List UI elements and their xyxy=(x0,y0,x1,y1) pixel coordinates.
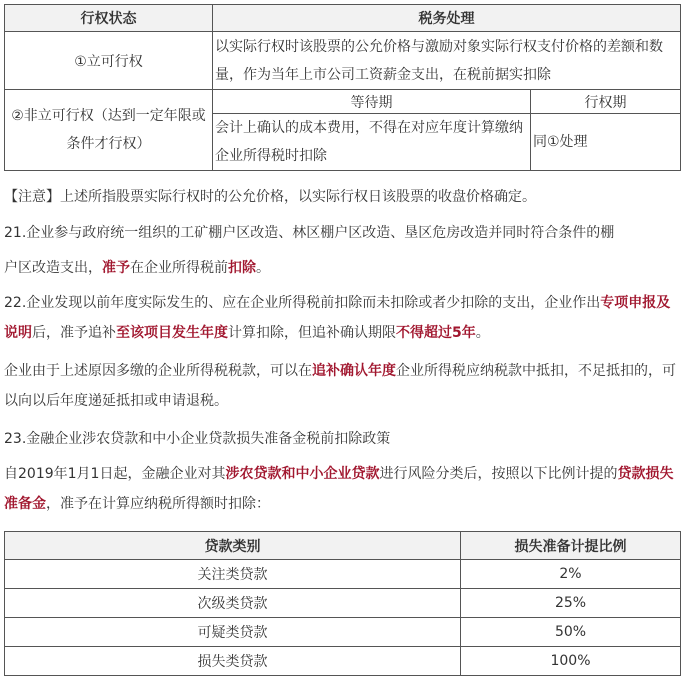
header-exercise-state: 行权状态 xyxy=(5,5,213,32)
loan-category: 关注类贷款 xyxy=(5,560,461,589)
item-21-line-1: 21.企业参与政府统一组织的工矿棚户区改造、林区棚户区改造、垦区危房改造并同时符合条件的棚 xyxy=(4,225,615,241)
highlight-year-incurred: 至该项目发生年度 xyxy=(116,325,228,341)
highlight-supplementary-year: 追补确认年度 xyxy=(312,363,396,379)
loan-category: 次级类贷款 xyxy=(5,589,461,618)
item-22-overpaid-paragraph: 企业由于上述原因多缴的企业所得税税款，可以在追补确认年度企业所得税应纳税款中抵扣，不足抵扣的，可以向以后年度递延抵扣或申请退税。 xyxy=(4,363,676,409)
exercise-period-header: 行权期 xyxy=(531,90,681,114)
waiting-period-treatment: 会计上确认的成本费用，不得在对应年度计算缴纳企业所得税时扣除 xyxy=(213,114,531,171)
table-row xyxy=(5,589,681,618)
exercise-period-treatment: 同①处理 xyxy=(531,114,681,171)
immediate-exercise-treatment: 以实际行权时该股票的公允价格与激励对象实际行权支付价格的差额和数量，作为当年上市公司工资薪金支出，在税前据实扣除 xyxy=(213,32,681,90)
item-23-title: 23.金融企业涉农贷款和中小企业贷款损失准备金税前扣除政策 xyxy=(4,431,391,447)
waiting-period-header: 等待期 xyxy=(213,90,531,114)
highlight-agri-sme-loans: 涉农贷款和中小企业贷款 xyxy=(225,466,380,482)
table-row xyxy=(5,560,681,589)
highlight-loan-loss-reserve: 贷款损失准备金 xyxy=(4,466,674,512)
item-22-paragraph: 22.企业发现以前年度实际发生的、应在企业所得税前扣除而未扣除或者少扣除的支出，企业作出专项申报及说明后，准予追补至该项目发生年度计算扣除，但追补确认期限不得超过5年。 xyxy=(4,295,671,341)
highlight-special-declaration: 专项申报及说明 xyxy=(4,295,671,341)
item-21-line-2: 户区改造支出，准予在企业所得税前扣除。 xyxy=(4,260,270,276)
highlight-deduction: 扣除 xyxy=(228,260,256,276)
header-tax-treatment: 税务处理 xyxy=(213,5,681,32)
highlight-five-year-limit: 不得超过5年 xyxy=(396,325,476,341)
immediate-exercise-cell: ①立可行权 xyxy=(5,32,213,90)
table-row xyxy=(5,618,681,647)
loan-category: 可疑类贷款 xyxy=(5,618,461,647)
non-immediate-exercise-cell: ②非立可行权（达到一定年限或条件才行权） xyxy=(5,90,213,171)
note-paragraph: 【注意】上述所指股票实际行权时的公允价格，以实际行权日该股票的收盘价格确定。 xyxy=(4,189,536,205)
loan-category: 损失类贷款 xyxy=(5,647,461,676)
header-reserve-ratio: 损失准备计提比例 xyxy=(461,532,681,560)
reserve-ratio: 2% xyxy=(461,560,681,589)
highlight-allowed: 准予 xyxy=(102,260,130,276)
stock-option-tax-table xyxy=(4,4,681,171)
reserve-ratio: 50% xyxy=(461,618,681,647)
reserve-ratio: 100% xyxy=(461,647,681,676)
loan-loss-ratio-table xyxy=(4,531,681,676)
reserve-ratio: 25% xyxy=(461,589,681,618)
header-loan-category: 贷款类别 xyxy=(5,532,461,560)
item-23-paragraph: 自2019年1月1日起，金融企业对其涉农贷款和中小企业贷款进行风险分类后，按照以下比例计提的贷款损失准备金，准予在计算应纳税所得额时扣除： xyxy=(4,466,674,512)
table-row xyxy=(5,647,681,676)
